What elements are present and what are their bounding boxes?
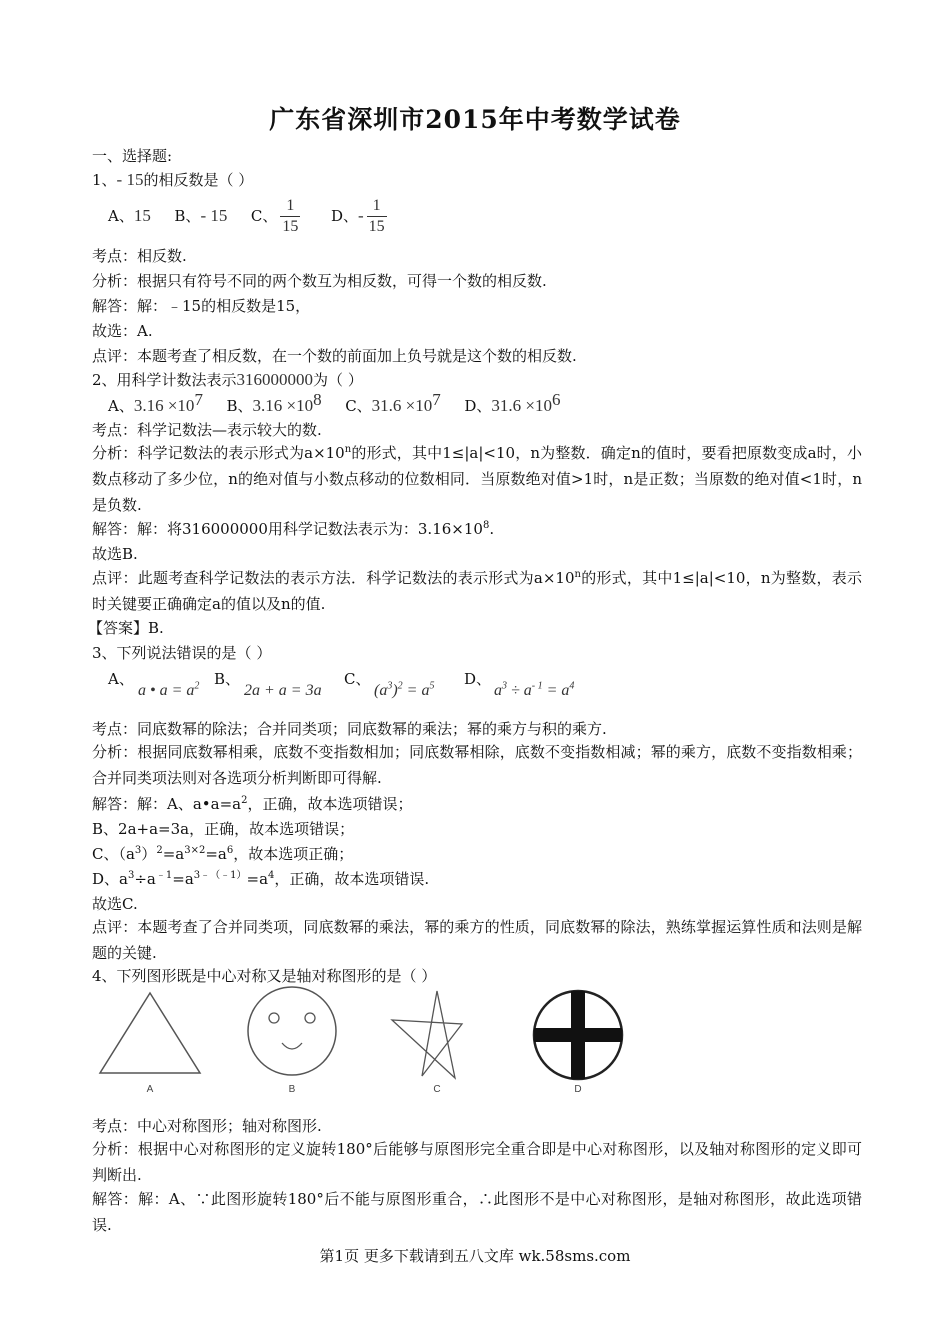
q4-kaodian: 考点：中心对称图形；轴对称图形. <box>92 1117 322 1135</box>
q3-option-b: 2a + a = 3a <box>244 682 322 699</box>
figure-label: C <box>433 1084 441 1095</box>
q3-line-c: C、$(a^3)^2=a^{3\times 2}=a^6$，故本选项正确； <box>92 845 354 863</box>
q2-fenxi: 分析：科学记数法的表示形式为$a\times 10^n$的形式，其中1≤|a|<10，n为整数．确定n的值时，要看把原数变成a时，小数点移动了多少位，n的绝对值与小数点移动的位数相同．当原数绝对值>1时，n是正数；当原数的绝对值<1时，n是负数. <box>92 444 862 514</box>
q2-dianping: 点评：此题考查科学记数法的表示方法．科学记数法的表示形式为$a\times 10^n$的形式，其中1≤|a|<10，n为整数，表示时关键要正确确定a的值以及n的值. <box>92 569 862 613</box>
q1-kaodian: 考点：相反数. <box>92 247 187 265</box>
document-title: 广东省深圳市2015年中考数学试卷 <box>269 105 681 134</box>
q2-jieda: 解答：解：将316000000用科学记数法表示为：$3.16\times 10^8$. <box>92 520 495 538</box>
q3-line-d: D、$a^3\div a^{﹣1}=a^{3﹣(﹣1)}=a^4$，正确，故本选项错误. <box>92 870 430 888</box>
q1-jieda: 解答：解：﹣15的相反数是15， <box>92 297 311 315</box>
smiley-figure <box>248 987 336 1075</box>
q2-option-b: B、$3.16 \times 10^8$ <box>226 390 322 415</box>
q2-option-d: D、$31.6 \times 10^6$ <box>464 390 561 415</box>
triangle-figure <box>100 993 200 1073</box>
section-heading: 一、选择题: <box>92 147 173 165</box>
q1-option-b: B、- 15 <box>174 205 228 225</box>
figure-label: B <box>288 1084 296 1095</box>
question-1-stem: 1、- 15的相反数是（ ） <box>92 170 254 189</box>
q3-fenxi: 分析：根据同底数幂相乘，底数不变指数相加；同底数幂相除，底数不变指数相减；幂的乘方，底数不变指数相乘；合并同类项法则对各选项分析判断即可得解. <box>92 743 862 787</box>
q1-option-c: C、 $\frac{1}{15}$ <box>250 197 299 235</box>
q2-option-c: C、$31.6 \times 10^7$ <box>345 390 441 415</box>
star-figure <box>392 991 462 1078</box>
q1-option-a: A、15 <box>108 205 151 225</box>
question-4-stem: 4、下列图形既是中心对称又是轴对称图形的是（ ） <box>92 967 437 985</box>
q2-option-a: A、$3.16 \times 10^7$ <box>108 390 203 415</box>
q1-fenxi: 分析：根据只有符号不同的两个数互为相反数，可得一个数的相反数. <box>92 272 547 290</box>
question-2-stem: 2、用科学计数法表示316000000为（ ） <box>92 370 363 389</box>
q2-guxuan: 故选B. <box>92 545 138 563</box>
q1-guxuan: 故选：A. <box>92 322 153 340</box>
document-page: 广东省深圳市2015年中考数学试卷 一、选择题: 1、- 15的相反数是（ ） A、15 B、- 15 C、 $\frac{1}{15}$ D、- $\frac{1}{15}$ 考点：相反数. 分析：根据只有符号不同的两个数互为相反数，可得一个数的相反数. 解答：解：﹣15的相反数是15， 故选：A. 点评：本题考查了相反数，在一个数的前面加上负号就是这个数的相反数. 2、用科学计数法表示316000000为（ ） A、$3.16 \times 10^7$ B、$3.16 \times 10^8$ C、$31.6 \times 10^7$ D、$31.6 \times 10^6$ 考点：科学记数法—表示较大的数. 分析：科学记数法的表示形式为$a\times 10^n$的形式，其中1≤|a|<10，n为整数．确定n的值时，要看把原数变成a时，小数点移动了多少位，n的绝对值与小数点移动的位数相同．当原数绝对值>1时，n是正数；当原数的绝对值<1时，n是负数. 解答：解：将316000000用科学记数法表示为：$3.16\times 10^8$. 故选B. 点评：此题考查科学记数法的表示方法．科学记数法的表示形式为$a\times 10^n$的形式，其中1≤|a|<10，n为整数，表示时关键要正确确定a的值以及n的值. 【答案】B. 3、下列说法错误的是（ ） A、 B、 C、 D、 a • $a = a^2$ 2a + a = 3a $(a^3)^2 = a^5$ $a^3 \div a^{- 1} = a^4$ 考点：同底数幂的除法；合并同类项；同底数幂的乘法；幂的乘方与积的乘方. 分析：根据同底数幂相乘，底数不变指数相加；同底数幂相除，底数不变指数相减；幂的乘方，底数不变指数相乘；合并同类项法则对各选项分析判断即可得解. 解答：解：A、$a•a=a^2$，正确，故本选项错误； B、2a+a=3a，正确，故本选项错误； C、$(a^3)^2=a^{3\times 2}=a^6$，故本选项正确； D、$a^3\div a^{﹣1}=a^{3﹣(﹣1)}=a^4$，正确，故本选项错误. 故选C. 点评：本题考查了合并同类项，同底数幂的乘法，幂的乘方的性质，同底数幂的除法，熟练掌握运算性质和法则是解题的关键. 4、下列图形既是中心对称又是轴对称图形的是（ ） A B C D 考点：中心对称图形；轴对称图形. 分析：根据中心对称图形的定义旋转180°后能够与原图形完全重合即是中心对称图形，以及轴对称图形的定义即可判断出. 解答：解：A、∵此图形旋转180°后不能与原图形重合，∴此图形不是中心对称图形，是轴对称图形，故此选项错误. 第1页 更多下载请到五八文库 wk.58sms.com <box>0 0 950 1344</box>
q2-stem-number: 316000000 <box>236 370 314 389</box>
question-2-options <box>108 390 561 416</box>
q4-fenxi: 分析：根据中心对称图形的定义旋转180°后能够与原图形完全重合即是中心对称图形，以及轴对称图形的定义即可判断出. <box>92 1140 862 1184</box>
page-footer: 第1页 更多下载请到五八文库 wk.58sms.com <box>319 1247 631 1265</box>
q3-line-b: B、2a+a=3a，正确，故本选项错误； <box>92 820 355 838</box>
q3-jieda: 解答：解：A、$a•a=a^2$，正确，故本选项错误； <box>92 795 413 813</box>
q3-guxuan: 故选C. <box>92 895 138 913</box>
q3-dianping: 点评：本题考查了合并同类项，同底数幂的乘法，幂的乘方的性质，同底数幂的除法，熟练掌握运算性质和法则是解题的关键. <box>92 918 862 962</box>
q4-figures <box>92 985 652 1095</box>
q3-kaodian: 考点：同底数幂的除法；合并同类项；同底数幂的乘法；幂的乘方与积的乘方. <box>92 720 607 738</box>
figure-label: A <box>146 1084 154 1095</box>
figure-label: D <box>574 1084 582 1095</box>
q3-option-a: a • $a = a^2$ <box>138 680 200 699</box>
q3-option-c: $(a^3)^2 = a^5$ <box>374 680 435 699</box>
q1-dianping: 点评：本题考查了相反数，在一个数的前面加上负号就是这个数的相反数. <box>92 347 577 365</box>
q1-stem-number: - 15 <box>116 170 144 189</box>
question-1-options <box>108 196 390 237</box>
circle-cross-figure <box>534 991 622 1079</box>
q1-option-d: D、- $\frac{1}{15}$ <box>330 197 385 235</box>
q2-answer: 【答案】B. <box>88 619 164 637</box>
q3-option-d: $a^3 \div a^{- 1} = a^4$ <box>494 680 575 699</box>
question-3-stem: 3、下列说法错误的是（ ） <box>92 644 272 662</box>
q4-jieda: 解答：解：A、∵此图形旋转180°后不能与原图形重合，∴此图形不是中心对称图形，是轴对称图形，故此选项错误. <box>92 1190 862 1234</box>
q2-kaodian: 考点：科学记数法—表示较大的数. <box>92 421 322 439</box>
